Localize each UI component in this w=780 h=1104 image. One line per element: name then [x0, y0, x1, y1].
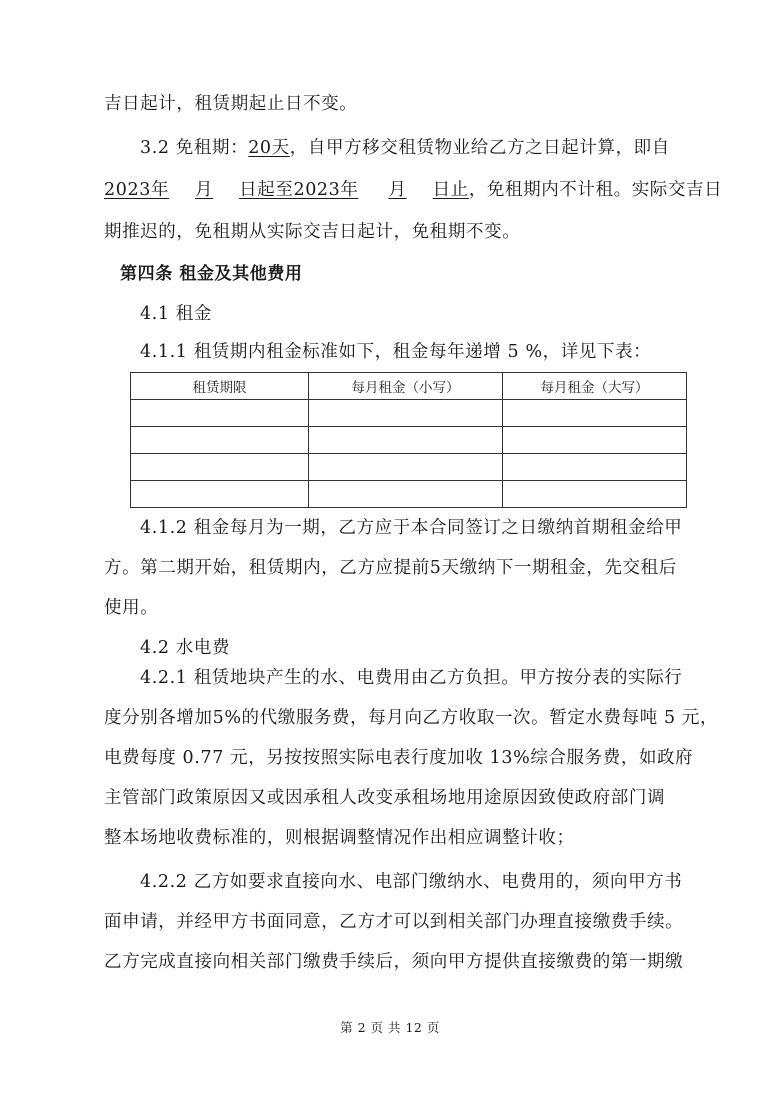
table-cell: [131, 400, 309, 427]
clause-3-2-text: ，自甲方移交租赁物业给乙方之日起计算，即自: [289, 138, 670, 158]
clause-4-2-2-line-2: 面申请，并经甲方书面同意，乙方才可以到相关部门办理直接缴费手续。: [104, 912, 684, 932]
header-monthly-rent-words: 每月租金（大写）: [503, 373, 687, 400]
table-cell: [309, 454, 503, 481]
table-row: [131, 481, 687, 508]
page-number-footer: 第 2 页 共 12 页: [340, 1020, 440, 1035]
table-row: [131, 454, 687, 481]
clause-4-1-2-line-2: 方。第二期开始，租赁期内，乙方应提前5天缴纳下一期租金，先交租后: [104, 558, 677, 578]
start-year: 2023年: [104, 180, 170, 200]
start-month-label: 月: [195, 180, 214, 200]
clause-4-2-1-line-2: 度分别各增加5%的代缴服务费，每月向乙方收取一次。暂定水费每吨 5 元，: [104, 708, 719, 728]
header-monthly-rent-figures: 每月租金（小写）: [309, 373, 503, 400]
section-4-2-heading: 4.2 水电费: [140, 638, 231, 658]
clause-3-2-line-2: [104, 178, 723, 202]
clause-4-2-1-line-4: 主管部门政策原因又或因承租人改变承租场地用途原因致使政府部门调: [104, 788, 666, 808]
clause-4-2-1-line-3: 电费每度 0.77 元，另按按照实际电表行度加收 13%综合服务费，如政府: [104, 748, 694, 768]
clause-4-2-2-line-3: 乙方完成直接向相关部门缴费手续后，须向甲方提供直接缴费的第一期缴: [104, 952, 684, 972]
table-cell: [503, 400, 687, 427]
table-header-row: [131, 373, 687, 400]
table-row: [131, 427, 687, 454]
header-lease-term: 租赁期限: [131, 373, 309, 400]
free-rent-period: [104, 180, 469, 200]
table-cell: [503, 454, 687, 481]
table-cell: [309, 400, 503, 427]
table-cell: [309, 481, 503, 508]
table-cell: [503, 481, 687, 508]
table-cell: [131, 454, 309, 481]
section-4-1-heading: 4.1 租金: [140, 304, 212, 324]
end-day-label: 日止: [432, 180, 469, 200]
clause-3-2-line-1: [140, 136, 696, 160]
free-rent-days: 20天: [248, 138, 290, 158]
table-cell: [503, 427, 687, 454]
clause-4-2-2-line-1: 4.2.2 乙方如要求直接向水、电部门缴纳水、电费用的，须向甲方书: [140, 872, 683, 892]
clause-4-2-1-line-5: 整本场地收费标准的，则根据调整情况作出相应调整计收；: [104, 828, 575, 848]
table-cell: [131, 481, 309, 508]
table-cell: [309, 427, 503, 454]
text-line-1: 吉日起计，租赁期起止日不变。: [104, 94, 358, 114]
table-row: [131, 400, 687, 427]
clause-4-1-2-line-3: 使用。: [104, 598, 159, 618]
clause-3-2-line-3: 期推迟的，免租期从实际交吉日起计，免租期不变。: [104, 222, 521, 242]
clause-3-2-text-2: ，免租期内不计租。实际交吉日: [468, 180, 723, 200]
table-cell: [131, 427, 309, 454]
clause-4-1-2-line-1: 4.1.2 租金每月为一期，乙方应于本合同签订之日缴纳首期租金给甲: [140, 518, 683, 538]
clause-3-2-label: 3.2 免租期：: [140, 138, 249, 158]
rent-table: [130, 372, 687, 508]
start-day-label: 日起至2023年: [239, 180, 359, 200]
clause-4-1-1: 4.1.1 租赁期内租金标准如下，租金每年递增 5 %，详见下表：: [140, 342, 652, 362]
clause-4-2-1-line-1: 4.2.1 租赁地块产生的水、电费用由乙方负担。甲方按分表的实际行: [140, 668, 683, 688]
end-month-label: 月: [388, 180, 407, 200]
article-4-heading: 第四条 租金及其他费用: [120, 264, 303, 284]
